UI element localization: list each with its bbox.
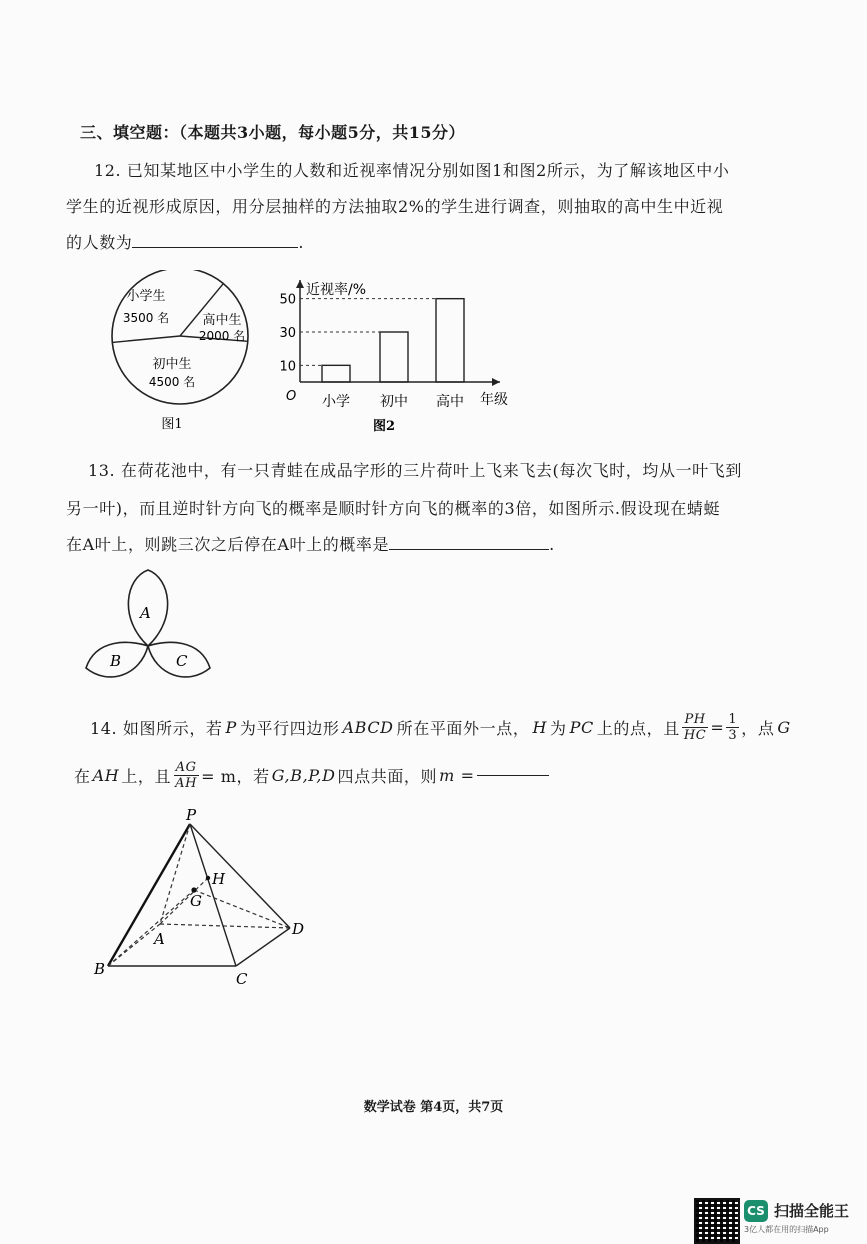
pyramid-diagram <box>90 806 330 996</box>
pie-label-2: 高中生 <box>202 313 242 328</box>
q14-point-g: G <box>777 718 791 737</box>
q14-fraction-ag-ah <box>173 760 199 791</box>
qr-code-image <box>694 1198 740 1244</box>
edge-pd <box>190 824 290 928</box>
x-tick-1: 初中 <box>380 394 408 410</box>
x-tick-0: 小学 <box>322 394 350 410</box>
q12-answer-blank[interactable] <box>132 247 298 248</box>
badge-brand: 扫描全能王 <box>774 1202 850 1220</box>
vertex-p-label: P <box>186 806 197 824</box>
q13-line2: 另一叶)，而且逆时针方向飞的概率是顺时针方向飞的概率的3倍，如图所示.假设现在蜻蜓 <box>66 499 721 518</box>
pie-count-1: 3500 名 <box>122 311 170 325</box>
q14-equals: = <box>710 718 725 737</box>
y-tick-1: 30 <box>279 326 296 341</box>
frac-3: 3 <box>728 728 738 743</box>
segment-bg <box>108 890 194 966</box>
q14-text-c: 所在平面外一点， <box>396 719 530 738</box>
section-title: 三、填空题：（本题共3小题，每小题5分，共15分） <box>80 123 466 142</box>
q13-line3 <box>66 532 555 555</box>
bar-小学 <box>322 365 350 382</box>
q13-line3-text: 在A叶上，则跳三次之后停在A叶上的概率是 <box>66 535 390 554</box>
q12-line3-end: . <box>298 233 305 252</box>
lotus-leaves-diagram <box>78 568 228 688</box>
q14-text-h: 上，且 <box>121 767 172 786</box>
frac-ph: PH <box>684 712 706 727</box>
q14-line2 <box>74 760 549 791</box>
x-axis-label: 年级 <box>480 392 508 408</box>
q12-line2: 学生的近视形成原因，用分层抽样的方法抽取2%的学生进行调查，则抽取的高中生中近视 <box>66 197 724 216</box>
leaf-c-label: C <box>176 652 188 670</box>
bar-高中 <box>436 299 464 382</box>
q14-text-j: 四点共面，则 <box>337 767 438 786</box>
q14-point-p: P <box>225 718 237 737</box>
vertex-h-label: H <box>212 870 226 888</box>
edge-cd <box>236 928 290 966</box>
q14-text-e: 上的点，且 <box>596 719 680 738</box>
origin-label: O <box>286 389 297 404</box>
q12-line3-text: 的人数为 <box>66 233 133 252</box>
pie-count-3: 4500 名 <box>148 375 196 389</box>
q14-text-f: ，点 <box>741 719 775 738</box>
figure1-caption: 图1 <box>161 417 183 432</box>
q13-line3-end: . <box>549 535 555 554</box>
y-axis-label: 近视率/% <box>306 282 367 298</box>
vertex-g-label: G <box>190 892 202 910</box>
q14-text-g: 在 <box>74 767 91 786</box>
edge-ad-hidden <box>160 924 290 928</box>
q14-text-b: 为平行四边形 <box>239 719 340 738</box>
x-tick-2: 高中 <box>436 394 464 410</box>
q14-fraction-ph-hc <box>682 712 708 743</box>
q14-point-h: H <box>532 718 547 737</box>
pie-label-3: 初中生 <box>152 357 192 372</box>
q12-line3 <box>66 230 304 253</box>
figure1-pie <box>110 270 270 440</box>
q14-text-i: = m，若 <box>201 767 270 786</box>
y-axis-arrow <box>296 280 304 288</box>
leaf-b-label: B <box>110 652 122 670</box>
figure2-caption: 图2 <box>372 419 396 434</box>
leaf-a-label: A <box>140 604 151 622</box>
badge-subtitle: 3亿人都在用的扫描App <box>744 1225 829 1234</box>
edge-pb <box>108 824 190 966</box>
x-axis-arrow <box>492 378 500 386</box>
pie-count-2: 2000 名 <box>198 329 246 343</box>
pie-slices <box>112 270 248 404</box>
vertex-b-label: B <box>94 960 106 978</box>
figure2-bar-chart <box>278 272 518 442</box>
q14-m-equals: m = <box>439 766 475 785</box>
frac-ag: AG <box>175 760 197 775</box>
point-h-dot <box>206 876 210 880</box>
segment-gd <box>194 890 290 928</box>
q14-text-d: 为 <box>550 719 567 738</box>
q12-line1: 12. 已知某地区中小学生的人数和近视率情况分别如图1和图2所示，为了解该地区中小 <box>94 161 730 180</box>
q14-segment-pc: PC <box>569 718 594 737</box>
q14-text-a: 14. 如图所示，若 <box>90 719 223 738</box>
y-tick-0: 10 <box>279 359 296 375</box>
camscanner-logo-icon: CS <box>744 1200 768 1222</box>
q14-answer-blank[interactable] <box>477 775 549 776</box>
q14-abcd: ABCD <box>342 718 394 737</box>
q13-line1: 13. 在荷花池中，有一只青蛙在成品字形的三片荷叶上飞来飞去(每次飞时，均从一叶飞到 <box>88 461 742 480</box>
pie-divider-2 <box>112 336 180 342</box>
pie-label-1: 小学生 <box>126 289 166 304</box>
vertex-d-label: D <box>292 920 305 938</box>
q14-segment-ah: AH <box>92 766 120 785</box>
q14-fraction-one-third <box>726 712 739 743</box>
vertex-a-label: A <box>154 930 165 948</box>
y-tick-2: 50 <box>279 292 296 308</box>
vertex-c-label: C <box>236 970 248 988</box>
q14-coplanar-points: G,B,P,D <box>271 766 336 785</box>
bar-chart-body <box>279 280 508 410</box>
frac-ah: AH <box>175 776 198 791</box>
frac-1: 1 <box>728 712 738 727</box>
bar-初中 <box>380 332 408 382</box>
frac-hc: HC <box>683 728 707 743</box>
page-footer: 数学试卷 第4页，共7页 <box>363 1100 504 1115</box>
q13-answer-blank[interactable] <box>389 549 549 550</box>
q14-line1 <box>90 712 791 743</box>
